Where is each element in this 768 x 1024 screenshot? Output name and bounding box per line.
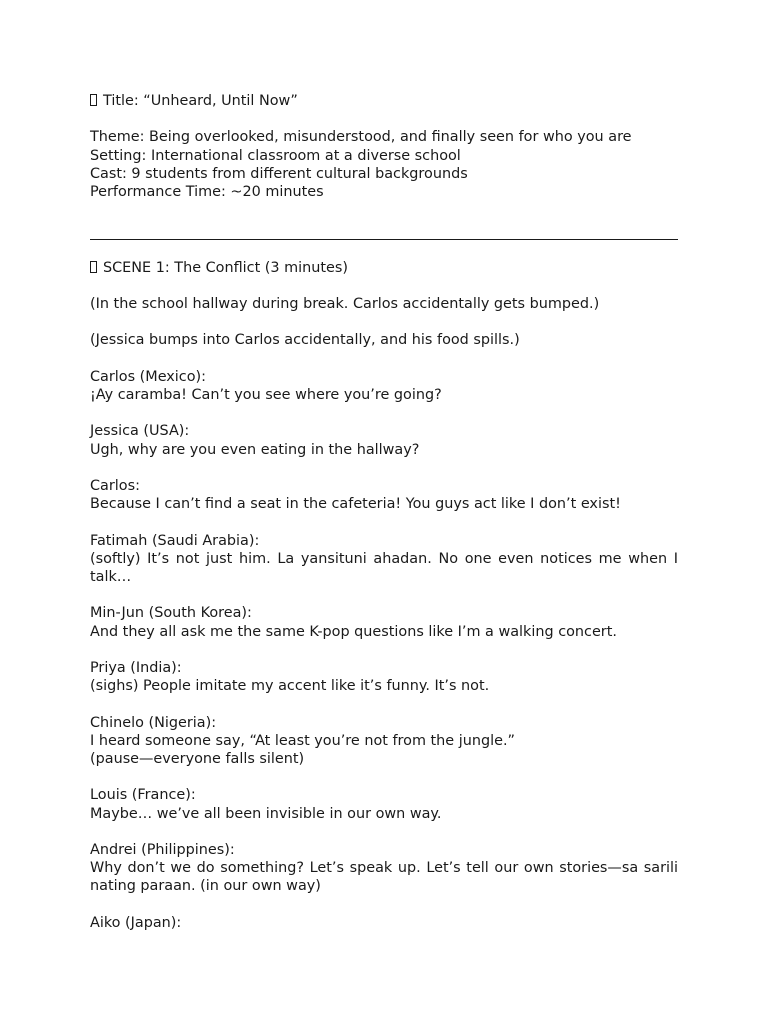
speaker-name: Carlos: xyxy=(90,478,140,495)
theme-line: Theme: Being overlooked, misunderstood, and finally seen for who you are xyxy=(90,129,632,146)
cast-line: Cast: 9 students from different cultural backgrounds xyxy=(90,165,468,182)
dialogue-line: (sighs) People imitate my accent like it’s funny. It’s not. xyxy=(90,678,490,695)
dialogue-block xyxy=(90,477,678,513)
setting-line: Setting: International classroom at a diverse school xyxy=(90,147,461,164)
dialogue-line: Because I can’t find a seat in the cafeteria! You guys act like I don’t exist! xyxy=(90,496,621,513)
dialogue-line: Maybe… we’ve all been invisible in our own way. xyxy=(90,805,442,822)
missing-glyph-icon xyxy=(90,261,97,273)
play-title: Title: “Unheard, Until Now” xyxy=(103,93,298,109)
dialogue-block xyxy=(90,368,678,404)
speaker-name: Aiko (Japan): xyxy=(90,914,182,931)
scene-heading-line xyxy=(90,259,678,277)
dialogue-block xyxy=(90,422,678,458)
missing-glyph-icon xyxy=(90,94,97,106)
speaker-name: Min-Jun (South Korea): xyxy=(90,605,252,622)
speaker-name: Fatimah (Saudi Arabia): xyxy=(90,532,260,549)
dialogue-block xyxy=(90,659,678,695)
dialogue-block xyxy=(90,786,678,822)
dialogue-block xyxy=(90,914,678,932)
dialogue-line: Why don’t we do something? Let’s speak up. Let’s tell our own stories—sa sarili nating paraan. (in our own way) xyxy=(90,860,678,895)
speaker-name: Jessica (USA): xyxy=(90,423,190,440)
scene-heading: SCENE 1: The Conflict (3 minutes) xyxy=(103,259,348,276)
dialogue-block xyxy=(90,714,678,769)
speaker-name: Chinelo (Nigeria): xyxy=(90,714,217,731)
dialogue-line: And they all ask me the same K-pop questions like I’m a walking concert. xyxy=(90,623,617,640)
speaker-name: Priya (India): xyxy=(90,660,182,677)
stage-direction: (Jessica bumps into Carlos accidentally, and his food spills.) xyxy=(90,332,520,349)
stage-direction: (pause—everyone falls silent) xyxy=(90,751,305,768)
performance-time-line: Performance Time: ~20 minutes xyxy=(90,184,324,200)
speaker-name: Andrei (Philippines): xyxy=(90,842,235,859)
dialogue-block xyxy=(90,841,678,896)
dialogue-line: (softly) It’s not just him. La yansituni ahadan. No one even notices me when I talk… xyxy=(90,550,678,586)
play-title-line xyxy=(90,92,678,110)
speaker-name: Carlos (Mexico): xyxy=(90,368,206,385)
script-document xyxy=(90,92,678,932)
speaker-name: Louis (France): xyxy=(90,787,196,804)
dialogue-line: Ugh, why are you even eating in the hallway? xyxy=(90,441,420,458)
dialogue-line: ¡Ay caramba! Can’t you see where you’re going? xyxy=(90,387,442,404)
dialogue-line: I heard someone say, “At least you’re not from the jungle.” xyxy=(90,732,515,749)
dialogue-block xyxy=(90,532,678,587)
stage-direction: (In the school hallway during break. Carlos accidentally gets bumped.) xyxy=(90,296,600,313)
dialogue-block xyxy=(90,604,678,640)
